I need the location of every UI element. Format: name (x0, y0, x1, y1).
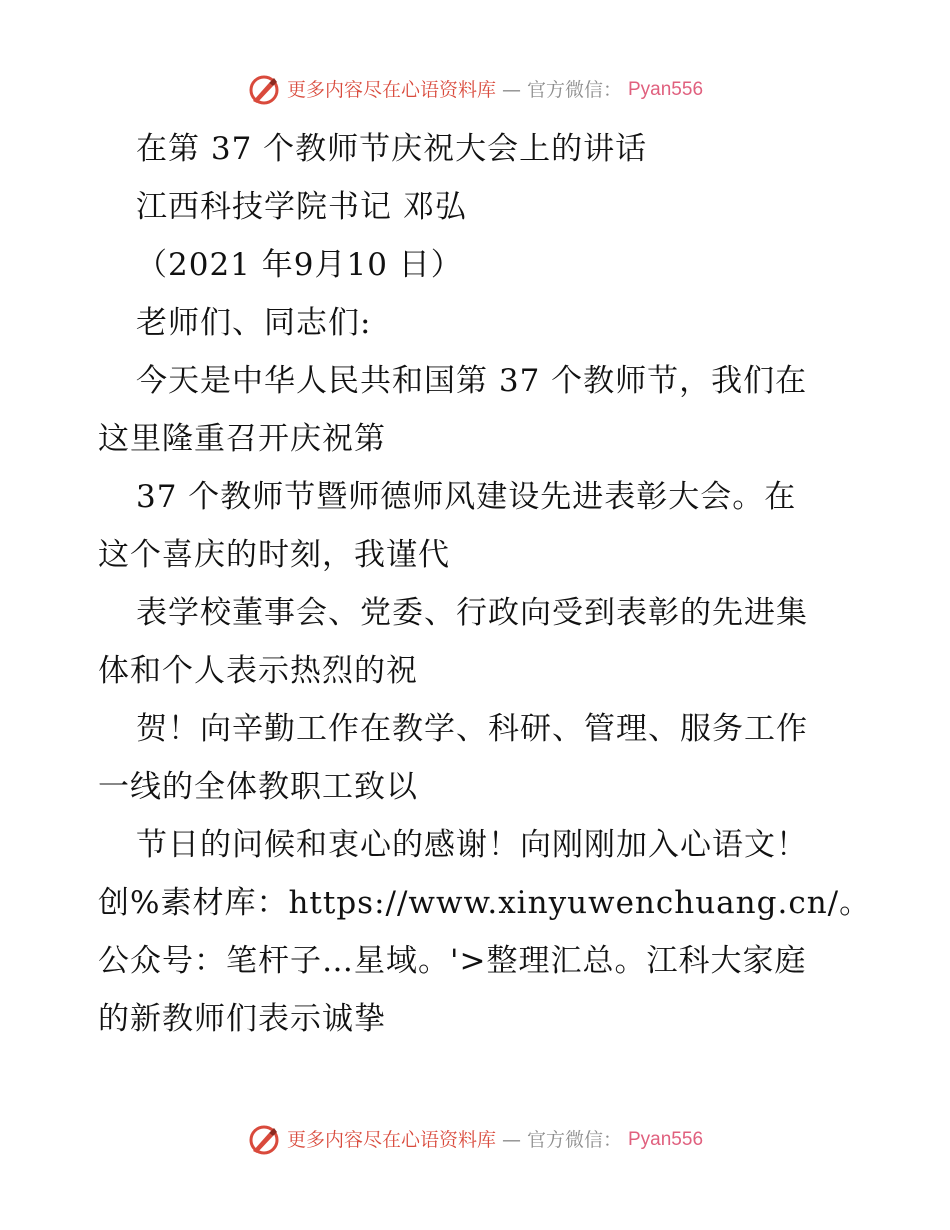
watermark-official-label: 官方微信： (526, 1129, 622, 1151)
watermark-official-label: 官方微信： (526, 79, 622, 101)
watermark-separator: — (501, 79, 521, 101)
paragraph-line: 今天是中华人民共和国第 37 个教师节，我们在 (136, 363, 808, 399)
paragraph-line: 这个喜庆的时刻，我谨代 (98, 537, 450, 573)
paragraph-line: 节日的问候和衷心的感谢！向刚刚加入心语文！ (136, 827, 808, 863)
paragraph-line: 表学校董事会、党委、行政向受到表彰的先进集 (136, 595, 808, 631)
pen-circle-logo-icon (247, 73, 281, 107)
watermark-separator: — (501, 1129, 521, 1151)
paragraph-line: 公众号：笔杆子…星域。'>整理汇总。江科大家庭 (98, 943, 807, 979)
watermark-wechat-id: Pyan556 (628, 79, 704, 100)
paragraph-line: 创%素材库：https://www.xinyuwenchuang.cn/。 (98, 885, 872, 921)
paragraph-line: 贺！向辛勤工作在教学、科研、管理、服务工作 (136, 711, 808, 747)
speaker-line: 江西科技学院书记 邓弘 (136, 189, 467, 225)
salutation: 老师们、同志们: (136, 305, 372, 341)
paragraph-line: 的新教师们表示诚挚 (98, 1001, 386, 1037)
watermark-site-text: 更多内容尽在心语资料库 (286, 1129, 496, 1151)
paragraph-line: 体和个人表示热烈的祝 (98, 653, 418, 689)
watermark-site-text: 更多内容尽在心语资料库 (286, 79, 496, 101)
header-watermark (0, 72, 950, 108)
paragraph-line: 这里隆重召开庆祝第 (98, 421, 386, 457)
footer-watermark (0, 1122, 950, 1158)
paragraph-line: 一线的全体教职工致以 (98, 769, 418, 805)
pen-circle-logo-icon (247, 1123, 281, 1157)
watermark-wechat-id: Pyan556 (628, 1129, 704, 1150)
date-line: （2021 年9月10 日） (136, 247, 463, 283)
speech-title: 在第 37 个教师节庆祝大会上的讲话 (136, 131, 648, 167)
document-body (98, 120, 872, 1048)
paragraph-line: 37 个教师节暨师德师风建设先进表彰大会。在 (136, 479, 797, 515)
